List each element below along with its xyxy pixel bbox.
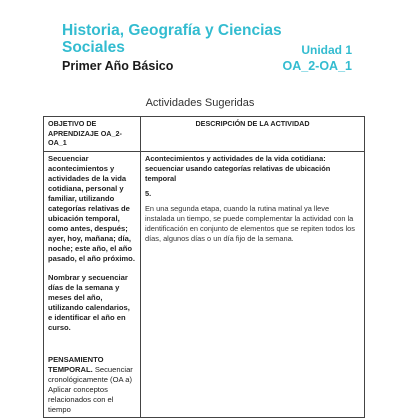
objective-column-header: OBJETIVO DE APRENDIZAJE OA_2-OA_1	[44, 117, 141, 152]
subject-title-line2: Sociales	[62, 39, 125, 56]
activities-table	[43, 116, 365, 418]
table-header-row	[44, 117, 365, 152]
unit-label: Unidad 1	[301, 43, 352, 57]
objective-text-1: Secuenciar acontecimientos y actividades de la vida cotidiana, personal y familiar, utilizando categorías relativas de ubicación temporal, como antes, después; ayer, hoy, mañana; día, noche; este año, el año pasado, el año próximo.	[48, 154, 135, 263]
skill-block	[48, 355, 136, 415]
grade-label: Primer Año Básico	[62, 59, 174, 73]
activity-number: 5.	[145, 189, 152, 199]
objective-text-2: Nombrar y secuenciar días de la semana y meses del año, utilizando calendarios, e identificar el año en curso.	[48, 273, 130, 332]
subject-title-line1: Historia, Geografía y Ciencias	[62, 22, 282, 39]
objective-cell	[44, 152, 141, 418]
activity-title: Acontecimientos y actividades de la vida cotidiana: secuenciar usando categorías relativas de ubicación temporal	[145, 154, 331, 183]
description-cell	[141, 152, 365, 418]
description-column-header: DESCRIPCIÓN DE LA ACTIVIDAD	[141, 117, 365, 152]
oa-code: OA_2-OA_1	[282, 59, 352, 73]
table-row	[44, 152, 365, 418]
skill-title: PENSAMIENTO TEMPORAL.	[48, 355, 104, 374]
activities-heading: Actividades Sugeridas	[145, 97, 255, 109]
skill-text: Secuenciar cronológicamente (OA a) Aplicar conceptos relacionados con el tiempo	[48, 365, 133, 414]
activity-description: En una segunda etapa, cuando la rutina matinal ya lleve instalada un tiempo, se puede complementar la actividad con la identificación en conjunto de elementos que se repiten todos los días, algunos días o un día fijo de la semana.	[145, 204, 355, 243]
page-header	[62, 22, 352, 73]
